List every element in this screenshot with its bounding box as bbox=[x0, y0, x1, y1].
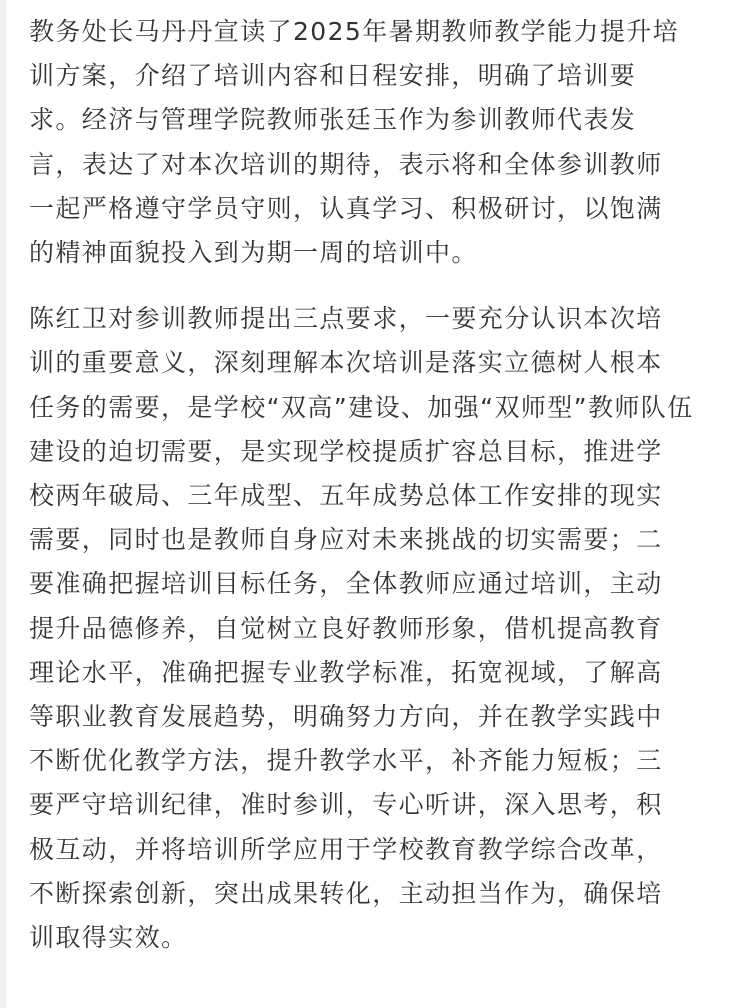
paragraph-line: 等职业教育发展趋势，明确努力方向，并在教学实践中 bbox=[29, 702, 663, 732]
paragraph-line: 任务的需要，是学校“双高”建设、加强“双师型”教师队伍 bbox=[29, 392, 694, 422]
paragraph-line: 需要，同时也是教师自身应对未来挑战的切实需要；二 bbox=[29, 525, 663, 555]
paragraph-line: 言，表达了对本次培训的期待，表示将和全体参训教师 bbox=[29, 149, 663, 179]
article-body bbox=[29, 10, 729, 960]
paragraph-line: 要准确把握培训目标任务，全体教师应通过培训，主动 bbox=[29, 569, 663, 599]
paragraph-line: 求。经济与管理学院教师张廷玉作为参训教师代表发 bbox=[29, 105, 637, 135]
paragraph-line: 教务处长马丹丹宣读了2025年暑期教师教学能力提升培 bbox=[29, 17, 680, 46]
article-paragraph-1 bbox=[29, 10, 729, 275]
paragraph-line: 一起严格遵守学员守则，认真学习、积极研讨，以饱满 bbox=[29, 193, 663, 223]
paragraph-line: 极互动，并将培训所学应用于学校教育教学综合改革， bbox=[29, 834, 663, 864]
paragraph-line: 陈红卫对参训教师提出三点要求，一要充分认识本次培 bbox=[29, 304, 663, 334]
paragraph-line: 要严守培训纪律，准时参训，专心听讲，深入思考，积 bbox=[29, 790, 663, 820]
paragraph-line: 的精神面貌投入到为期一周的培训中。 bbox=[29, 238, 478, 268]
article-paragraph-2 bbox=[29, 297, 729, 960]
paragraph-line: 理论水平，准确把握专业教学标准，拓宽视域，了解高 bbox=[29, 657, 663, 687]
paragraph-line: 训方案，介绍了培训内容和日程安排，明确了培训要 bbox=[29, 61, 637, 91]
paragraph-line: 提升品德修养，自觉树立良好教师形象，借机提高教育 bbox=[29, 613, 663, 643]
left-edge-divider bbox=[0, 0, 6, 1008]
paragraph-line: 建设的迫切需要，是实现学校提质扩容总目标，推进学 bbox=[29, 436, 663, 466]
paragraph-line: 不断优化教学方法，提升教学水平，补齐能力短板；三 bbox=[29, 746, 663, 776]
paragraph-line: 训取得实效。 bbox=[29, 923, 188, 953]
paragraph-line: 校两年破局、三年成型、五年成势总体工作安排的现实 bbox=[29, 481, 663, 511]
paragraph-line: 训的重要意义，深刻理解本次培训是落实立德树人根本 bbox=[29, 348, 663, 378]
paragraph-line: 不断探索创新，突出成果转化，主动担当作为，确保培 bbox=[29, 878, 663, 908]
